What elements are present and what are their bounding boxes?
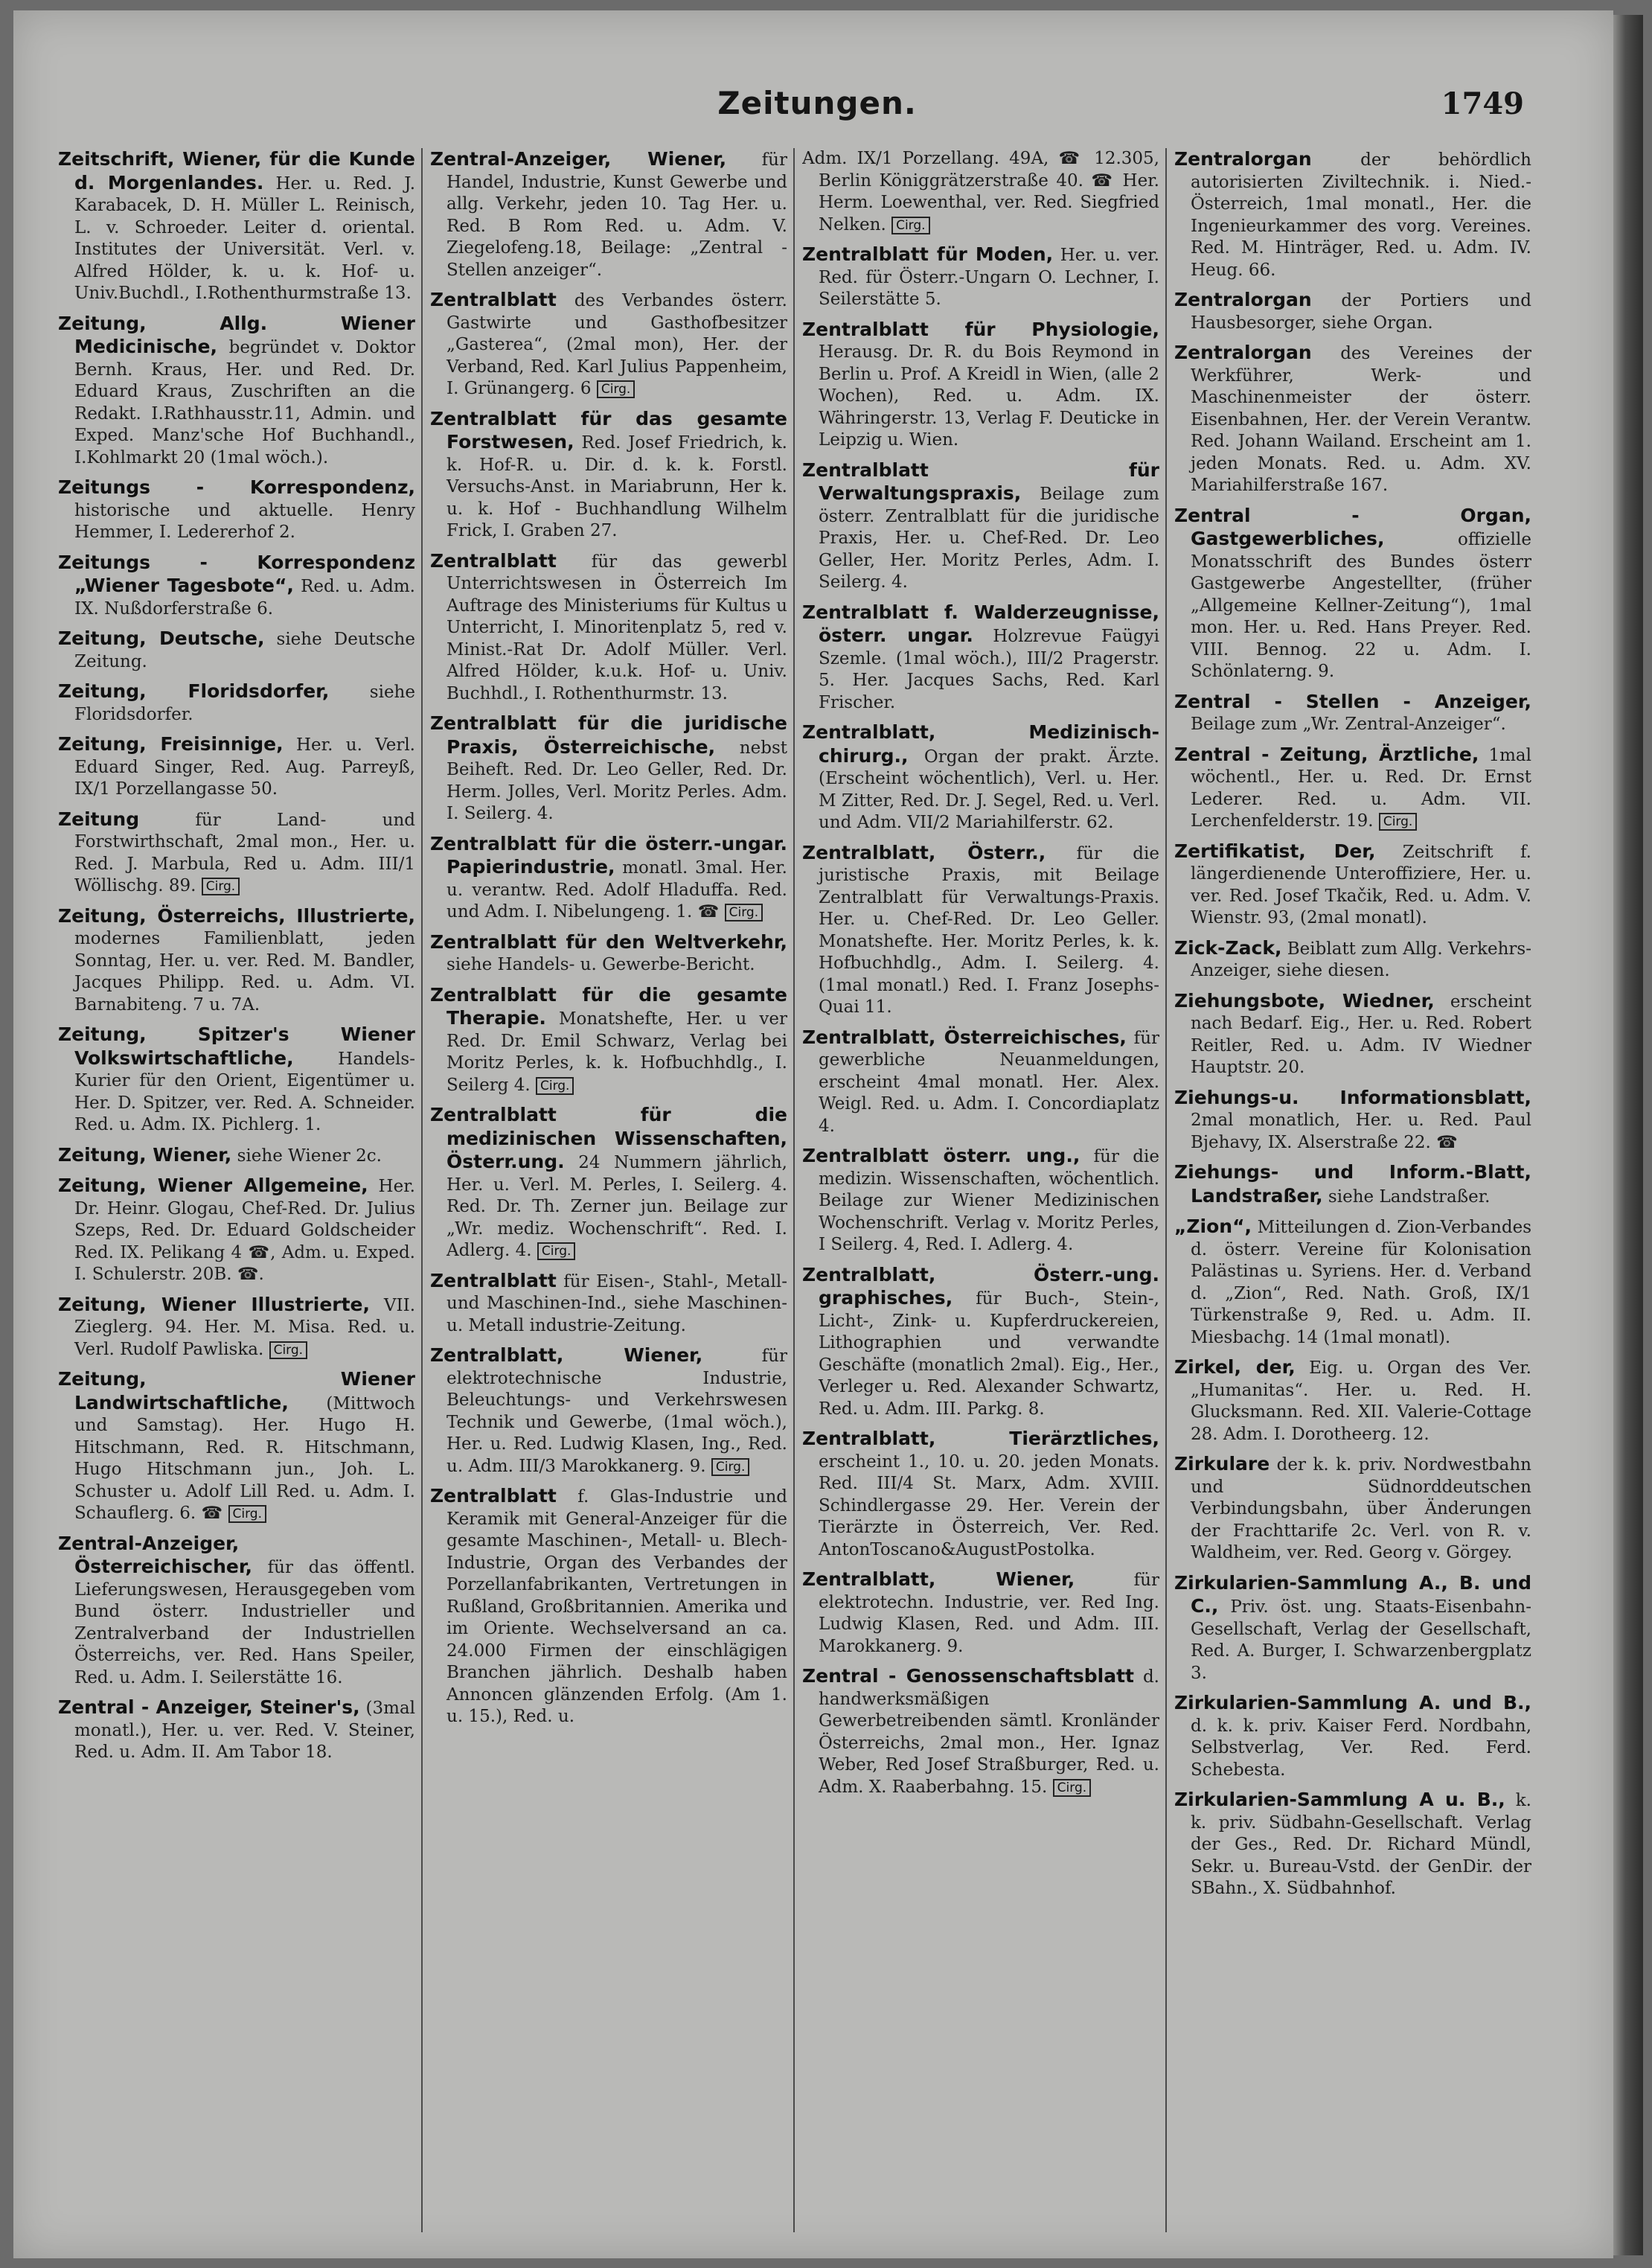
entry-text: des Verbandes österr. Gastwirte und Gasthofbesitzer „Gasterea“, (2mal mon), Her. der Verband, Red. Karl Julius Pappenheim, I. Grünangerg. 6 xyxy=(446,291,787,398)
directory-entry xyxy=(430,931,787,977)
column-2 xyxy=(430,148,787,2240)
directory-entry xyxy=(802,842,1159,1019)
column-3 xyxy=(802,148,1159,2240)
entry-text: für das gewerbl Unterrichtswesen in Österreich Im Auftrage des Ministeriums für Kultus u Unterricht, I. Minoritenplatz 5, red v. Minist.-Rat Dr. Adolf Müller. Verl. Alfred Hölder, k.u.k. Hof- u. Univ. Buchhdl., I. Rothenthurmstr. 13. xyxy=(446,552,787,703)
entry-heading: Ziehungsbote, Wiedner, xyxy=(1174,989,1435,1012)
entry-heading: Zentralblatt für Verwaltungspraxis, xyxy=(802,459,1159,504)
circulation-badge: Cirg. xyxy=(202,878,240,895)
entry-text: Holzrevue Faügyi Szemle. (1mal wöch.), III/2 Pragerstr. 5. Her. Jacques Sachs, Red. Karl Frischer. xyxy=(819,627,1159,712)
directory-entry xyxy=(802,319,1159,452)
entry-text: erscheint 1., 10. u. 20. jeden Monats. Red. III/4 St. Marx, Adm. XVIII. Schindlergasse 29. Her. Verein der Tierärzte in Österreich, Ver. Red. AntonToscano&AugustPostolka. xyxy=(819,1451,1159,1559)
entry-heading: Zentralblatt, Wiener, xyxy=(802,1568,1075,1590)
entry-text: für Land- und Forstwirthschaft, 2mal mon., Her. u. Red. J. Marbula, Red u. Adm. III/1 Wöllischg. 89. xyxy=(74,810,415,895)
entry-heading: Zentralblatt, Wiener, xyxy=(430,1344,703,1366)
entry-heading: Zeitung, Freisinnige, xyxy=(58,733,284,755)
entry-heading: Zeitung, Spitzer's Wiener Volkswirtschaftliche, xyxy=(58,1023,415,1069)
directory-entry xyxy=(58,1023,415,1137)
directory-entry xyxy=(1174,505,1531,683)
entry-heading: Zentralblatt, Österreichisches, xyxy=(802,1026,1127,1048)
directory-entry xyxy=(58,1294,415,1361)
entry-text: Beilage zum „Wr. Zentral-Anzeiger“. xyxy=(1191,715,1506,734)
directory-entry xyxy=(430,984,787,1097)
entry-heading: Zentral - Stellen - Anzeiger, xyxy=(1174,690,1531,712)
directory-entry xyxy=(1174,1216,1531,1349)
circulation-badge: Cirg. xyxy=(1379,813,1417,831)
directory-entry xyxy=(58,680,415,726)
entry-heading: Zentralblatt für den Weltverkehr, xyxy=(430,930,787,953)
circulation-badge: Cirg. xyxy=(269,1341,307,1359)
page xyxy=(13,10,1613,2258)
directory-entry xyxy=(1174,744,1531,833)
entry-text: Her. u. ver. Red. für Österr.-Ungarn O. Lechner, I. Seilerstätte 5. xyxy=(819,246,1159,309)
circulation-badge: Cirg. xyxy=(228,1505,266,1523)
directory-entry xyxy=(1174,1453,1531,1565)
column-4 xyxy=(1174,148,1531,2240)
directory-entry xyxy=(1174,1161,1531,1208)
entry-heading: Zeitungs - Korrespondenz, xyxy=(58,476,415,498)
entry-heading: Zeitung, Österreichs, Illustrierte, xyxy=(58,904,415,927)
directory-entry xyxy=(1174,289,1531,334)
entry-heading: Zertifikatist, Der, xyxy=(1174,840,1376,862)
entry-text: für elektrotechn. Industrie, ver. Red Ing. Ludwig Klasen, Red. und Adm. III. Marokkanerg. 9. xyxy=(819,1571,1159,1656)
entry-text: 1mal wöchentl., Her. u. Red. Dr. Ernst Lederer. Red. u. Adm. VII. Lerchenfelderstr. 19. xyxy=(1191,745,1531,831)
entry-text: Handels-Kurier für den Orient, Eigentümer u. Her. D. Spitzer, ver. Red. A. Schneider. Red. u. Adm. IX. Pichlerg. 1. xyxy=(74,1049,415,1134)
directory-entry xyxy=(802,1026,1159,1138)
entry-text: Her. Dr. Heinr. Glogau, Chef-Red. Dr. Julius Szeps, Red. Dr. Eduard Goldscheider Red. IX. Pelikang 4 ☎, Adm. u. Exped. I. Schulerstr. 20B. ☎. xyxy=(74,1177,415,1284)
directory-entry xyxy=(430,1270,787,1338)
entry-text: 2mal monatlich, Her. u. Red. Paul Bjehavy, IX. Alserstraße 22. ☎ xyxy=(1191,1111,1531,1152)
entry-heading: Zentralblatt, Österr., xyxy=(802,841,1046,863)
entry-text: siehe Wiener 2c. xyxy=(231,1146,382,1166)
column-1 xyxy=(58,148,415,2240)
directory-entry xyxy=(58,1533,415,1690)
directory-entry xyxy=(1174,1692,1531,1781)
entry-text: der k. k. priv. Nordwestbahn und Südnorddeutschen Verbindungsbahn, über Änderungen der Frachttarife 2c. Verl. von R. v. Waldheim, ver. Red. Georg v. Görgey. xyxy=(1191,1455,1531,1562)
entry-text: Herausg. Dr. R. du Bois Reymond in Berlin u. Prof. A Kreidl in Wien, (alle 2 Wochen), Red. u. Adm. IX. Währingerstr. 13, Verlag F. Deuticke in Leipzig u. Wien. xyxy=(819,342,1159,450)
directory-entry xyxy=(802,721,1159,834)
directory-entry xyxy=(58,1175,415,1286)
entry-heading: Zeitung, Deutsche, xyxy=(58,627,265,649)
page-header xyxy=(13,85,1613,144)
column-divider xyxy=(793,148,795,2232)
entry-heading: Zentral-Anzeiger, Österreichischer, xyxy=(58,1532,253,1577)
entry-text: für gewerbliche Neuanmeldungen, erscheint 4mal monatl. Her. Alex. Weigl. Red. u. Adm. I. Concordiaplatz 4. xyxy=(819,1028,1159,1136)
entry-text: monatl. 3mal. Her. u. verantw. Red. Adolf Hladuffa. Red. und Adm. I. Nibelungeng. 1. ☎ xyxy=(446,858,787,921)
entry-text: nebst Beiheft. Red. Dr. Leo Geller, Red. Dr. Herm. Jolles, Verl. Moritz Perles. Adm. I. Seilerg. 4. xyxy=(446,738,787,823)
directory-entry xyxy=(802,148,1159,236)
circulation-badge: Cirg. xyxy=(1053,1779,1091,1797)
entry-heading: Zentralorgan xyxy=(1174,289,1312,310)
directory-entry xyxy=(58,476,415,544)
entry-heading: Zentralblatt für die gesamte Therapie. xyxy=(430,983,787,1029)
entry-text: (Mittwoch und Samstag). Her. Hugo H. Hitschmann, Red. R. Hitschmann, Hugo Hitschmann jun., Joh. L. Schuster u. Adolf Lill Red. u. Adm. I. Schauflerg. 6. ☎ xyxy=(74,1393,415,1523)
entry-heading: Zentral - Organ, Gastgewerbliches, xyxy=(1174,504,1531,549)
entry-text: Beiblatt zum Allg. Verkehrs-Anzeiger, siehe diesen. xyxy=(1191,939,1531,980)
directory-entry xyxy=(802,243,1159,311)
column-divider xyxy=(421,148,423,2232)
entry-text: erscheint nach Bedarf. Eig., Her. u. Red. Robert Reitler, Red. u. Adm. IV Wiedner Hauptstr. 20. xyxy=(1191,991,1531,1077)
entry-heading: Zentralblatt f. Walderzeugnisse, österr. ungar. xyxy=(802,601,1159,646)
page-number: 1749 xyxy=(1441,86,1524,121)
directory-entry xyxy=(58,808,415,898)
directory-entry xyxy=(58,1368,415,1525)
directory-entry xyxy=(430,1344,787,1478)
entry-heading: Zeitung, Wiener Illustrierte, xyxy=(58,1293,371,1315)
entry-text: f. Glas-Industrie und Keramik mit General-Anzeiger für die gesamte Maschinen-, Metall- u. Blech-Industrie, Organ des Verbandes der Porzellanfabrikanten, Vertretungen in Rußland, Großbritannien. Amerika und im Oriente. Wechselversand an ca. 24.000 Firmen der einschlägigen Branchen jährlich. Deshalb haben Annoncen glänzenden Erfolg. (Am 1. u. 15.), Red. u. xyxy=(446,1487,787,1726)
entry-text: siehe Floridsdorfer. xyxy=(74,683,415,724)
directory-entry xyxy=(1174,1572,1531,1685)
entry-text: Her. u. Verl. Eduard Singer, Red. Aug. Parreyß, IX/1 Porzellangasse 50. xyxy=(74,735,415,799)
entry-text: offizielle Monatsschrift des Bundes österr Gastgewerbe Angestellter, (früher „Allgemeine Kellner-Zeitung“), 1mal mon. Her. u. Red. Hans Preyer. Red. VIII. Bennog. 22 u. Adm. I. Schönlaterng. 9. xyxy=(1191,530,1531,681)
entry-text: 24 Nummern jährlich, Her. u. Verl. M. Perles, I. Seilerg. 4. Red. Dr. Th. Zerner jun. Beilage zur „Wr. mediz. Wochenschrift“. Red. I. Adlerg. 4. xyxy=(446,1153,787,1260)
directory-entry xyxy=(802,1145,1159,1256)
entry-heading: Zirkulare xyxy=(1174,1453,1270,1475)
directory-entry xyxy=(430,1485,787,1728)
entry-heading: Ziehungs- und Inform.-Blatt, Landstraßer, xyxy=(1174,1161,1531,1207)
column-divider xyxy=(1165,148,1167,2232)
entry-text: Adm. IX/1 Porzellang. 49A, ☎ 12.305, Berlin Königgrätzerstraße 40. ☎ Her. Herm. Loewenthal, ver. Red. Siegfried Nelken. xyxy=(802,149,1159,234)
entry-text: für elektrotechnische Industrie, Beleuchtungs- und Verkehrswesen Technik und Gewerbe, (1mal wöch.), Her. u. Red. Ludwig Klasen, Ing., Red. u. Adm. III/3 Marokkanerg. 9. xyxy=(446,1347,787,1476)
directory-entry xyxy=(802,1428,1159,1561)
directory-entry xyxy=(1174,1789,1531,1900)
entry-text: Priv. öst. ung. Staats-Eisenbahn-Gesellschaft, Verlag der Gesellschaft, Red. A. Burger, I. Schwarzenbergplatz 3. xyxy=(1191,1597,1531,1683)
directory-entry xyxy=(58,1144,415,1168)
entry-heading: Zentralblatt für die österr.-ungar. Papierindustrie, xyxy=(430,832,787,878)
entry-text: für Eisen-, Stahl-, Metall- und Maschinen-Ind., siehe Maschinen- u. Metall industrie-Zeitung. xyxy=(446,1271,787,1335)
entry-text: für die juristische Praxis, mit Beilage Zentralblatt für Verwaltungs-Praxis. Her. u. Chef-Red. Dr. Leo Geller. Monatshefte. Her. Moritz Perles, k. k. Hofbuchhdlg., Adm. I. Seilerg. 4. (1mal monatl.) Red. I. Franz Josephs-Quai 11. xyxy=(819,843,1159,1017)
circulation-badge: Cirg. xyxy=(711,1458,749,1476)
entry-text: d. handwerksmäßigen Gewerbetreibenden sämtl. Kronländer Österreichs, 2mal mon., Her. Ignaz Weber, Red Josef Straßburger, Red. u. Adm. X. Raaberbahng. 15. xyxy=(819,1667,1159,1797)
directory-entry xyxy=(58,733,415,801)
entry-heading: Zentralorgan xyxy=(1174,342,1312,363)
directory-entry xyxy=(58,905,415,1017)
entry-heading: Zeitung, Allg. Wiener Medicinische, xyxy=(58,312,415,357)
entry-text: historische und aktuelle. Henry Hemmer, I. Ledererhof 2. xyxy=(74,500,415,542)
directory-entry xyxy=(802,1568,1159,1658)
entry-heading: Zentralblatt xyxy=(430,289,557,310)
entry-heading: Zeitung xyxy=(58,808,140,830)
entry-text: Organ der prakt. Ärzte. (Erscheint wöchentlich), Verl. u. Her. M Zitter, Red. Dr. J. Segel, Red. u. Verl. und Adm. VII/2 Mariahilferstr. 62. xyxy=(819,747,1159,832)
entry-heading: Zentral - Genossenschaftsblatt xyxy=(802,1665,1134,1687)
entry-heading: Zentral-Anzeiger, Wiener, xyxy=(430,148,727,170)
entry-heading: Zentralblatt, Medizinisch-chirurg., xyxy=(802,721,1159,767)
entry-text: k. k. priv. Südbahn-Gesellschaft. Verlag der Ges., Red. Dr. Richard Mündl, Sekr. u. Bureau-Vstd. der GenDir. der SBahn., X. Südbahnhof. xyxy=(1191,1791,1531,1898)
entry-heading: Zentralblatt xyxy=(430,549,557,572)
entry-text: Red. u. Adm. IX. Nußdorferstraße 6. xyxy=(74,577,415,619)
entry-text: siehe Handels- u. Gewerbe-Bericht. xyxy=(446,955,755,974)
entry-text: Her. u. Red. J. Karabacek, D. H. Müller L. Reinisch, L. v. Schroeder. Leiter d. oriental. Institutes der Universität. Verl. v. Alfred Hölder, k. u. k. Hof- u. Univ.Buchdl., I.Rothenthurmstraße 13. xyxy=(74,173,415,303)
columns xyxy=(58,148,1531,2240)
directory-entry xyxy=(1174,990,1531,1079)
directory-entry xyxy=(802,1665,1159,1798)
directory-entry xyxy=(802,459,1159,594)
entry-heading: Zentralblatt für das gesamte Forstwesen, xyxy=(430,407,787,453)
circulation-badge: Cirg. xyxy=(536,1077,574,1095)
entry-heading: Zentralblatt österr. ung., xyxy=(802,1145,1080,1166)
entry-heading: Zentralblatt für die juridische Praxis, Österreichische, xyxy=(430,712,787,758)
entry-text: modernes Familienblatt, jeden Sonntag, Her. u. ver. Red. M. Bandler, Jacques Philipp. Red. u. Adm. VI. Barnabiteng. 7 u. 7A. xyxy=(74,929,415,1015)
entry-heading: Zentralblatt xyxy=(430,1485,557,1507)
directory-entry xyxy=(58,627,415,673)
entry-heading: Zeitung, Wiener, xyxy=(58,1143,232,1166)
directory-entry xyxy=(58,148,415,305)
circulation-badge: Cirg. xyxy=(597,380,635,398)
entry-text: (3mal monatl.), Her. u. ver. Red. V. Steiner, Red. u. Adm. II. Am Tabor 18. xyxy=(74,1699,415,1762)
directory-entry xyxy=(430,148,787,281)
directory-entry xyxy=(1174,840,1531,930)
directory-entry xyxy=(58,1696,415,1764)
directory-entry xyxy=(430,289,787,400)
entry-heading: Zeitungs - Korrespondenz „Wiener Tagesbote“, xyxy=(58,551,415,596)
entry-text: Monatshefte, Her. u ver Red. Dr. Emil Schwarz, Verlag bei Moritz Perles, k. k. Hofbuchhdlg., I. Seilerg 4. xyxy=(446,1009,787,1095)
entry-heading: Zirkel, der, xyxy=(1174,1356,1296,1378)
entry-text: siehe Deutsche Zeitung. xyxy=(74,630,415,671)
entry-heading: Zeitschrift, Wiener, für die Kunde d. Morgenlandes. xyxy=(58,148,415,194)
entry-heading: Zentralblatt für Physiologie, xyxy=(802,318,1159,340)
directory-entry xyxy=(1174,342,1531,497)
circulation-badge: Cirg. xyxy=(725,904,763,921)
entry-heading: Zentralorgan xyxy=(1174,148,1312,170)
directory-entry xyxy=(802,601,1159,715)
entry-heading: Zentralblatt für Moden, xyxy=(802,243,1054,265)
entry-text: Mitteilungen d. Zion-Verbandes d. österr. Vereine für Kolonisation Palästinas u. Syriens. Her. d. Verband d. „Zion“, Red. Nath. Groß, IX/1 Türkenstraße 9, Red. u. Adm. II. Miesbachg. 14 (1mal monatl). xyxy=(1191,1218,1531,1347)
entry-text: für die medizin. Wissenschaften, wöchentlich. Beilage zur Wiener Medizinischen Wochenschrift. Verlag v. Moritz Perles, I Seilerg. 4, Red. I. Adlerg. 4. xyxy=(819,1147,1159,1254)
entry-text: für Buch-, Stein-, Licht-, Zink- u. Kupferdruckereien, Lithographien und verwandte Geschäfte (monatlich 2mal). Eig., Her., Verleger u. Red. Alexander Schwartz, Red. u. Adm. III. Parkg. 8. xyxy=(819,1289,1159,1419)
directory-entry xyxy=(430,712,787,825)
directory-entry xyxy=(1174,1087,1531,1154)
entry-heading: Ziehungs-u. Informationsblatt, xyxy=(1174,1086,1531,1108)
directory-entry xyxy=(430,1104,787,1262)
entry-text: Zeitschrift f. längerdienende Unteroffiziere, Her. u. ver. Red. Josef Tkačik, Red. u. Adm. V. Wienstr. 93, (2mal monatl). xyxy=(1191,842,1531,927)
entry-text: der Portiers und Hausbesorger, siehe Organ. xyxy=(1191,291,1531,333)
page-title: Zeitungen. xyxy=(717,85,917,121)
entry-heading: Zentral - Zeitung, Ärztliche, xyxy=(1174,743,1479,765)
entry-heading: Zentralblatt, Österr.-ung. graphisches, xyxy=(802,1263,1159,1309)
entry-text: d. k. k. priv. Kaiser Ferd. Nordbahn, Selbstverlag, Ver. Red. Ferd. Schebesta. xyxy=(1191,1716,1531,1780)
entry-text: begründet v. Doktor Bernh. Kraus, Her. und Red. Dr. Eduard Kraus, Zuschriften an die Redakt. I.Rathhausstr.11, Admin. und Exped. Manz'sche Hof Buchhandl., I.Kohlmarkt 20 (1mal wöch.). xyxy=(74,338,415,467)
directory-entry xyxy=(430,408,787,543)
entry-text: siehe Landstraßer. xyxy=(1322,1186,1491,1207)
directory-entry xyxy=(430,550,787,706)
directory-entry xyxy=(58,552,415,621)
circulation-badge: Cirg. xyxy=(537,1242,575,1260)
entry-text: Eig. u. Organ des Ver. „Humanitas“. Her. u. Red. H. Glucksmann. Red. XII. Valerie-Cottage 28. Adm. I. Dorotheerg. 12. xyxy=(1191,1358,1531,1444)
directory-entry xyxy=(1174,1356,1531,1446)
entry-heading: Zeitung, Wiener Allgemeine, xyxy=(58,1175,368,1196)
circulation-badge: Cirg. xyxy=(891,217,929,234)
directory-entry xyxy=(1174,937,1531,983)
directory-entry xyxy=(430,833,787,924)
entry-text: für Handel, Industrie, Kunst Gewerbe und allg. Verkehr, jeden 10. Tag Her. u. Red. B Rom Red. u. Adm. V. Ziegelofeng.18, Beilage: „Zentral - Stellen anzeiger“. xyxy=(446,150,787,280)
entry-text: für das öffentl. Lieferungswesen, Herausgegeben vom Bund österr. Industrieller und Zentralverband der Industriellen Österreichs, ver. Red. Hans Speiler, Red. u. Adm. I. Seilerstätte 16. xyxy=(74,1558,415,1687)
entry-heading: Zeitung, Wiener Landwirtschaftliche, xyxy=(58,1368,415,1413)
entry-heading: Zeitung, Floridsdorfer, xyxy=(58,680,330,702)
entry-heading: Zick-Zack, xyxy=(1174,936,1282,959)
entry-text: Red. Josef Friedrich, k. k. Hof-R. u. Dir. d. k. k. Forstl. Versuchs-Anst. in Mariabrunn, Her k. u. k. Hof - Buchhandlung Wilhelm Frick, I. Graben 27. xyxy=(446,433,787,540)
entry-heading: Zentral - Anzeiger, Steiner's, xyxy=(58,1696,360,1718)
entry-heading: „Zion“, xyxy=(1174,1216,1252,1237)
entry-text: Beilage zum österr. Zentralblatt für die juridische Praxis, Her. u. Chef-Red. Dr. Leo Geller, Her. Moritz Perles, Adm. I. Seilerg. 4. xyxy=(819,485,1159,592)
entry-heading: Zirkularien-Sammlung A. und B., xyxy=(1174,1692,1531,1713)
entry-text: des Vereines der Werkführer, Werk- und Maschinenmeister der österr. Eisenbahnen, Her. der Verein Verantw. Red. Johann Wailand. Erscheint am 1. jeden Monats. Red. u. Adm. XV. Mariahilferstraße 167. xyxy=(1191,344,1531,495)
directory-entry xyxy=(1174,691,1531,736)
entry-heading: Zirkularien-Sammlung A u. B., xyxy=(1174,1789,1505,1810)
entry-text: VII. Zieglerg. 94. Her. M. Misa. Red. u. Verl. Rudolf Pawliska. xyxy=(74,1295,415,1359)
directory-entry xyxy=(58,313,415,470)
entry-heading: Zentralblatt, Tierärztliches, xyxy=(802,1428,1159,1449)
directory-entry xyxy=(802,1264,1159,1421)
entry-heading: Zirkularien-Sammlung A., B. und C., xyxy=(1174,1571,1531,1617)
entry-text: der behördlich autorisierten Ziviltechnik. i. Nied.-Österreich, 1mal monatl., Her. die Ingenieurkammer des vorg. Vereines. Red. M. Hinträger, Red. u. Adm. IV. Heug. 66. xyxy=(1191,150,1531,280)
book-edge xyxy=(1613,15,1643,2255)
entry-heading: Zentralblatt für die medizinischen Wissenschaften, Österr.ung. xyxy=(430,1104,787,1172)
directory-entry xyxy=(1174,148,1531,281)
entry-heading: Zentralblatt xyxy=(430,1269,557,1291)
